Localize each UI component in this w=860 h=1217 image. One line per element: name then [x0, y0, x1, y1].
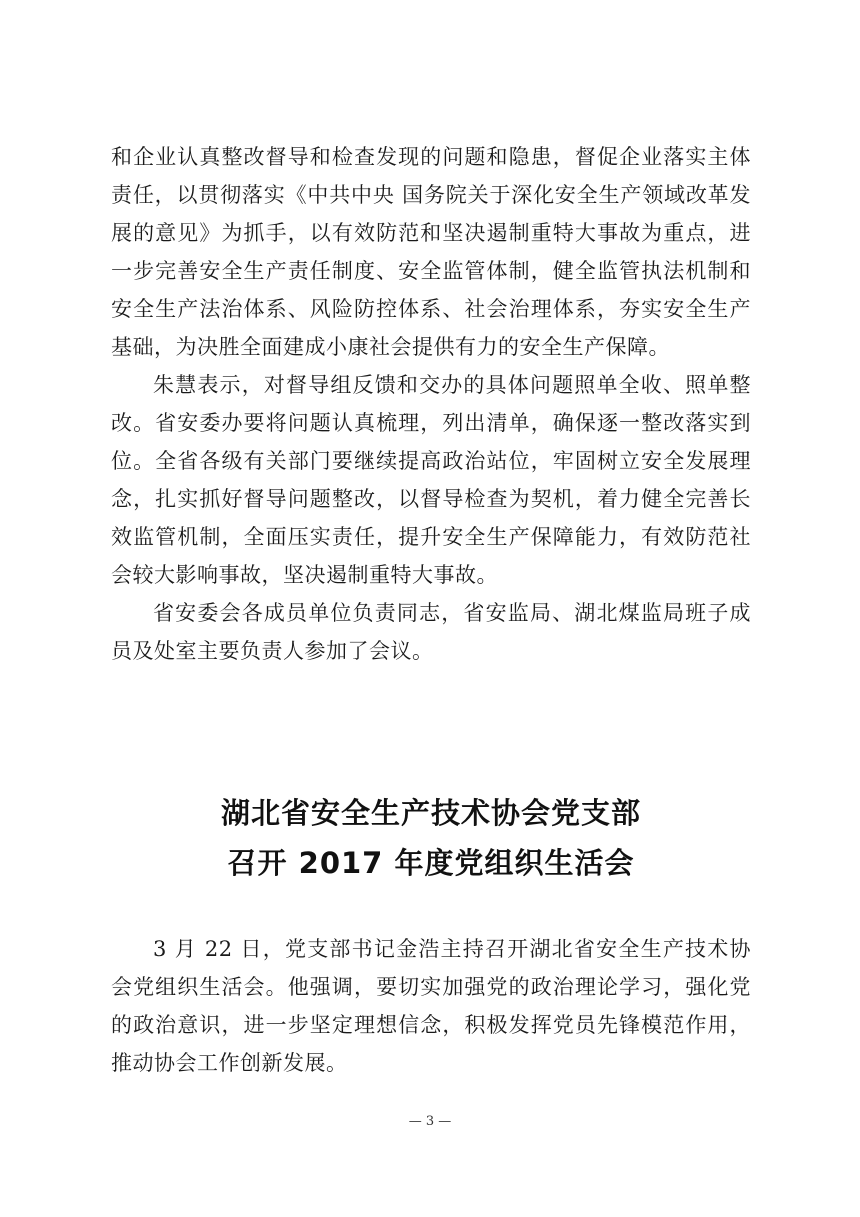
article-2-title-line-1: 湖北省安全生产技术协会党支部: [220, 796, 641, 830]
article-2-title-line-2: 召开 2017 年度党组织生活会: [227, 846, 635, 880]
article-1-paragraph-2: 朱慧表示，对督导组反馈和交办的具体问题照单全收、照单整改。省安委办要将问题认真梳理，列出清单，确保逐一整改落实到位。全省各级有关部门要继续提高政治站位，牢固树立安全发展理念，扎实抓好督导问题整改，以督导检查为契机，着力健全完善长效监管机制，全面压实责任，提升安全生产保障能力，有效防范社会较大影响事故，坚决遏制重特大事故。: [111, 373, 751, 587]
page-number: — 3 —: [408, 1114, 452, 1129]
article-2-title: [111, 788, 751, 888]
article-2-body: [111, 930, 751, 1082]
article-2-paragraph-1: 3 月 22 日，党支部书记金浩主持召开湖北省安全生产技术协会党组织生活会。他强调，要切实加强党的政治理论学习，强化党的政治意识，进一步坚定理想信念，积极发挥党员先锋模范作用，推动协会工作创新发展。: [111, 937, 751, 1075]
article-1-paragraph-3: 省安委会各成员单位负责同志，省安监局、湖北煤监局班子成员及处室主要负责人参加了会议。: [111, 601, 751, 663]
article-1-body: [111, 138, 751, 670]
article-1-paragraph-1: 和企业认真整改督导和检查发现的问题和隐患，督促企业落实主体责任，以贯彻落实《中共中央 国务院关于深化安全生产领域改革发展的意见》为抓手，以有效防范和坚决遏制重特大事故为重点，进一步完善安全生产责任制度、安全监管体制，健全监管执法机制和安全生产法治体系、风险防控体系、社会治理体系，夯实安全生产基础，为决胜全面建成小康社会提供有力的安全生产保障。: [111, 145, 751, 359]
